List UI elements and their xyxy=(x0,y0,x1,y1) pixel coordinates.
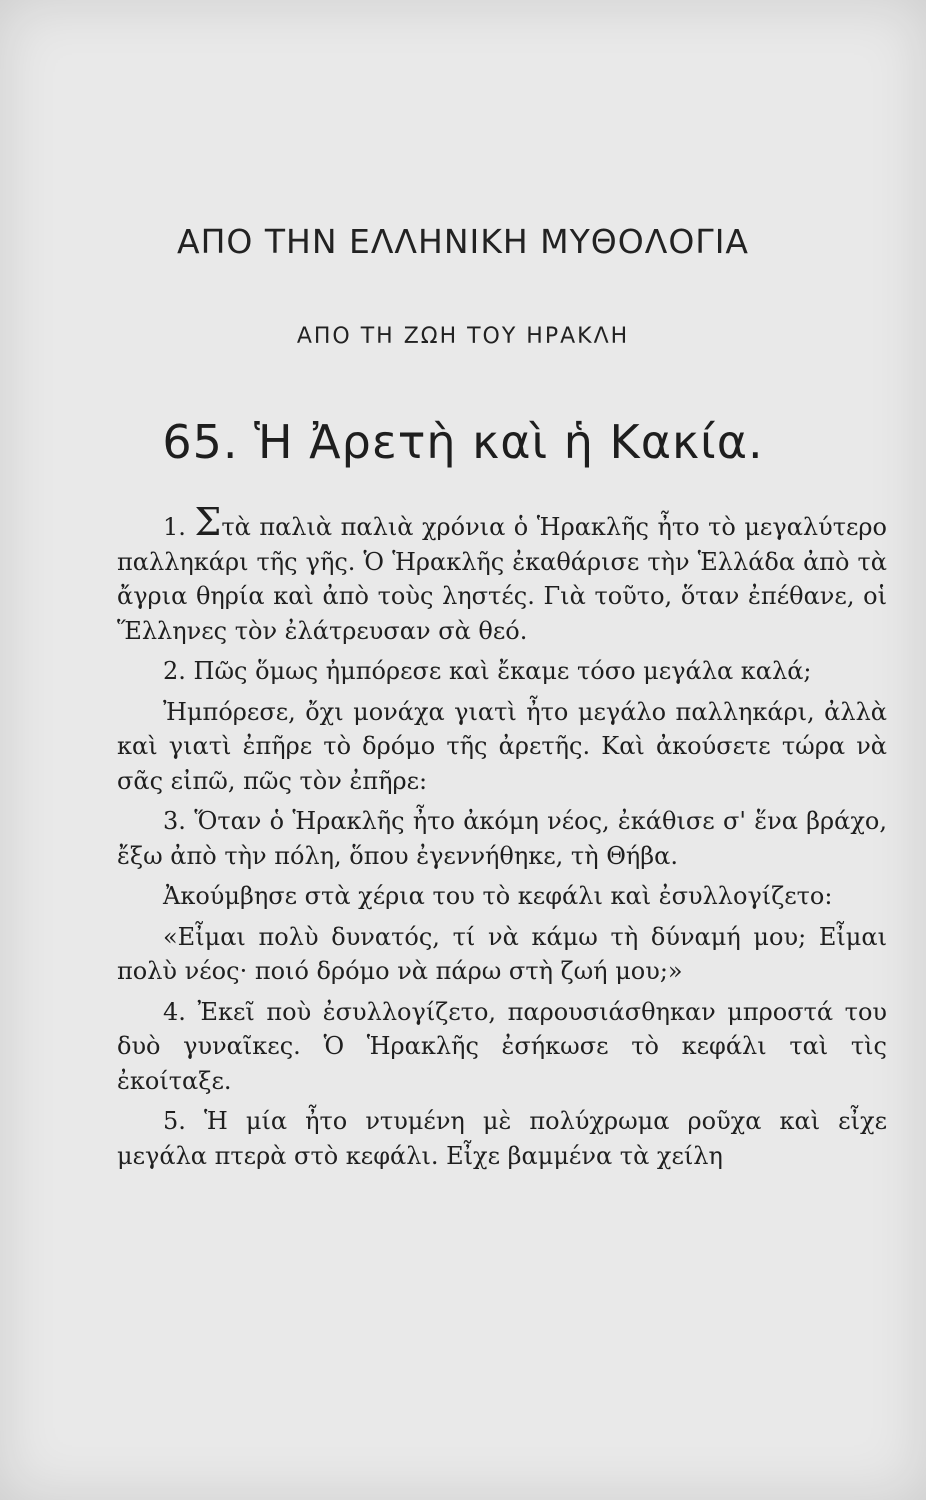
paragraph-text: τὰ παλιὰ παλιὰ χρόνια ὁ Ἡρακλῆς ἦτο τὸ μεγαλύτερο παλληκάρι τῆς γῆς. Ὁ Ἡρακλῆς ἐκαθάρισε τὴν Ἑλλάδα ἀπὸ τὰ ἄγρια θηρία καὶ ἀπὸ τοὺς ληστές. Γιὰ τοῦτο, ὅταν ἐπέθανε, οἱ Ἕλληνες τὸν ἐλάτρευσαν σὰ θεό. xyxy=(117,513,887,645)
paragraph-number: 1. xyxy=(163,513,186,541)
paragraph-text: Ἡ μία ἦτο ντυμένη μὲ πολύχρωμα ροῦχα καὶ εἶχε μεγάλα πτερὰ στὸ κεφάλι. Εἶχε βαμμένα τὰ χείλη xyxy=(117,1107,887,1170)
paragraph-text: Πῶς ὅμως ἠμπόρεσε καὶ ἔκαμε τόσο μεγάλα καλά; xyxy=(193,657,812,685)
paragraph-4 xyxy=(117,995,887,1099)
paragraph-number: 5. xyxy=(163,1107,186,1135)
paragraph-2 xyxy=(117,654,887,689)
paragraph-number: 2. xyxy=(163,657,186,685)
paragraph-text: «Εἶμαι πολὺ δυνατός, τί νὰ κάμω τὴ δύναμή μου; Εἶμαι πολὺ νέος· ποιό δρόμο νὰ πάρω στὴ ζωή μου;» xyxy=(117,922,887,985)
chapter-title: 65. Ἡ Ἀρετὴ καὶ ἡ Κακία. xyxy=(162,415,764,469)
paragraph-1 xyxy=(117,500,887,648)
paragraph-3b xyxy=(117,879,887,914)
paragraph-text: Ἐκεῖ ποὺ ἐσυλλογίζετο, παρουσιάσθηκαν μπροστά του δυὸ γυναῖκες. Ὁ Ἡρακλῆς ἐσήκωσε τὸ κεφάλι ταὶ τὶς ἐκοίταξε. xyxy=(117,997,887,1095)
paragraph-3 xyxy=(117,804,887,873)
body-text xyxy=(117,500,887,1179)
paragraph-3c xyxy=(117,920,887,989)
paragraph-text: Ἠμπόρεσε, ὄχι μονάχα γιατὶ ἦτο μεγάλο παλληκάρι, ἀλλὰ καὶ γιατὶ ἐπῆρε τὸ δρόμο τῆς ἀρετῆς. Καὶ ἀκούσετε τώρα νὰ σᾶς εἰπῶ, πῶς τὸν ἐπῆρε: xyxy=(117,697,887,795)
paragraph-number: 3. xyxy=(163,807,186,835)
paragraph-text: Ὅταν ὁ Ἡρακλῆς ἦτο ἀκόμη νέος, ἐκάθισε σ' ἕνα βράχο, ἔξω ἀπὸ τὴν πόλη, ὅπου ἐγεννήθηκε, τὴ Θήβα. xyxy=(117,807,887,870)
subsection-title: ΑΠΟ ΤΗ ΖΩΗ ΤΟΥ ΗΡΑΚΛΗ xyxy=(296,324,630,349)
section-title: ΑΠΟ ΤΗΝ ΕΛΛΗΝΙΚΗ ΜΥΘΟΛΟΓΙΑ xyxy=(177,222,749,261)
paragraph-text: Ἀκούμβησε στὰ χέρια του τὸ κεφάλι καὶ ἐσυλλογίζετο: xyxy=(163,882,833,910)
paragraph-5 xyxy=(117,1104,887,1173)
paragraph-2b xyxy=(117,695,887,799)
paragraph-number: 4. xyxy=(163,997,186,1026)
drop-initial: Σ xyxy=(194,500,222,544)
